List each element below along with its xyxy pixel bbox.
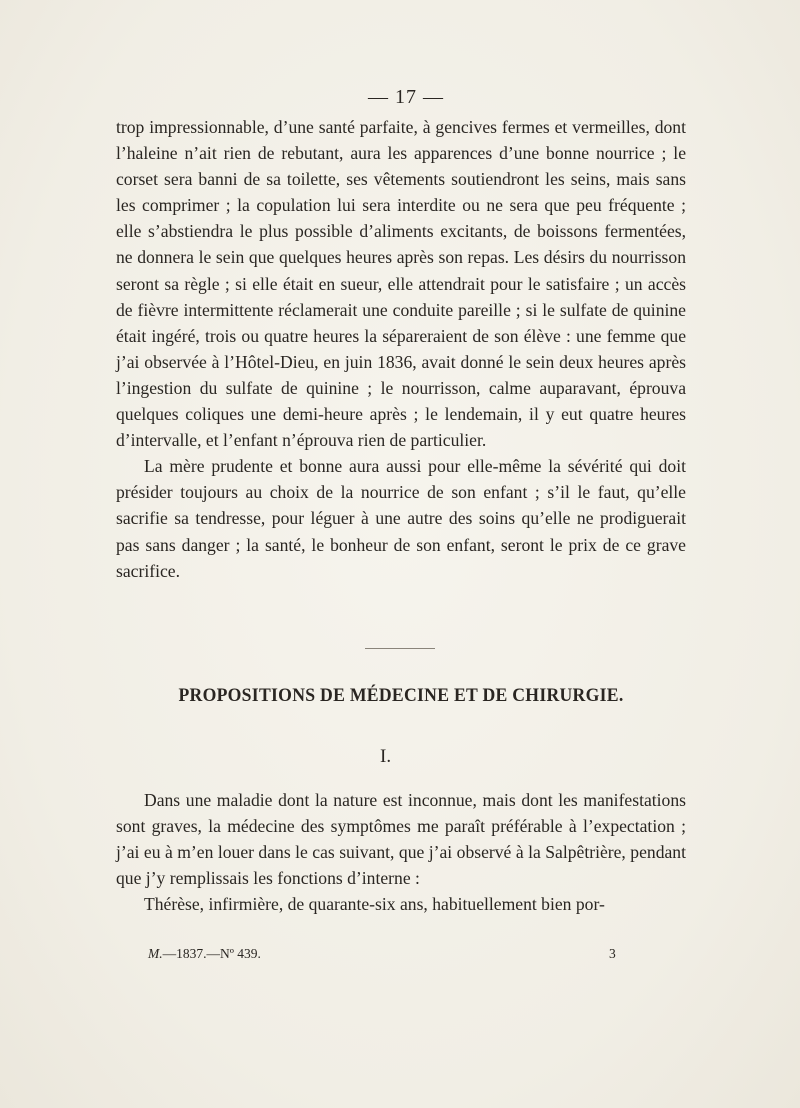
issue-number: —1837.—Nº 439. [162, 946, 261, 961]
signature-mark: 3 [609, 946, 616, 961]
paragraph: Dans une maladie dont la nature est inconnue, mais dont les manifestations sont graves, la médecine des symptômes me paraît préférable à l’expectation ; j’ai eu à m’en louer dans le cas suivant, que j’ai observé à la Salpêtrière, pendant que j’y remplissais les fonctions d’interne : [116, 790, 686, 889]
paragraph: Thérèse, infirmière, de quarante-six ans, habituellement bien por- [144, 894, 605, 915]
page-number: — 17 — [368, 86, 444, 108]
paragraph: trop impressionnable, d’une santé parfaite, à gencives fermes et vermeilles, dont l’haleine n’ait rien de rebutant, aura les apparences d’une bonne nourrice ; le corset sera banni de sa toilette, ses vêtements soutiendront les seins, mais sans les comprimer ; la copulation lui sera interdite ou ne sera que peu fréquente ; elle s’abstiendra le plus possible d’aliments excitants, de boissons fermentées, ne donnera le sein que quelques heures après son repas. Les désirs du nourrisson seront sa règle ; si elle était en sueur, elle attendrait pour le satisfaire ; un accès de fièvre intermittente réclamerait une conduite pareille ; si le sulfate de quinine était ingéré, trois ou quatre heures la sépareraient de son élève : une femme que j’ai observée à l’Hôtel-Dieu, en juin 1836, avait donné le sein deux heures après l’ingestion du sulfate de quinine ; le nourrisson, calme auparavant, éprouva quelques coliques une demi-heure après ; le lendemain, il y eut quatre heures d’intervalle, et l’enfant n’éprouva rien de particulier. [116, 117, 686, 451]
paragraph: La mère prudente et bonne aura aussi pour elle-même la sévérité qui doit présider toujours au choix de la nourrice de son enfant ; s’il le faut, qu’elle sacrifie sa tendresse, pour léguer à une autre des soins qu’elle ne prodiguerait pas sans danger ; la santé, le bonheur de son enfant, seront le prix de ce grave sacrifice. [116, 456, 686, 581]
journal-abbrev: M. [148, 946, 163, 961]
section-title: PROPOSITIONS DE MÉDECINE ET DE CHIRURGIE. [178, 685, 624, 706]
section-separator [365, 648, 435, 649]
footer-issue [148, 946, 261, 962]
body-text-bottom [116, 787, 686, 917]
body-text-top [116, 114, 686, 584]
section-numeral: I. [380, 746, 392, 767]
